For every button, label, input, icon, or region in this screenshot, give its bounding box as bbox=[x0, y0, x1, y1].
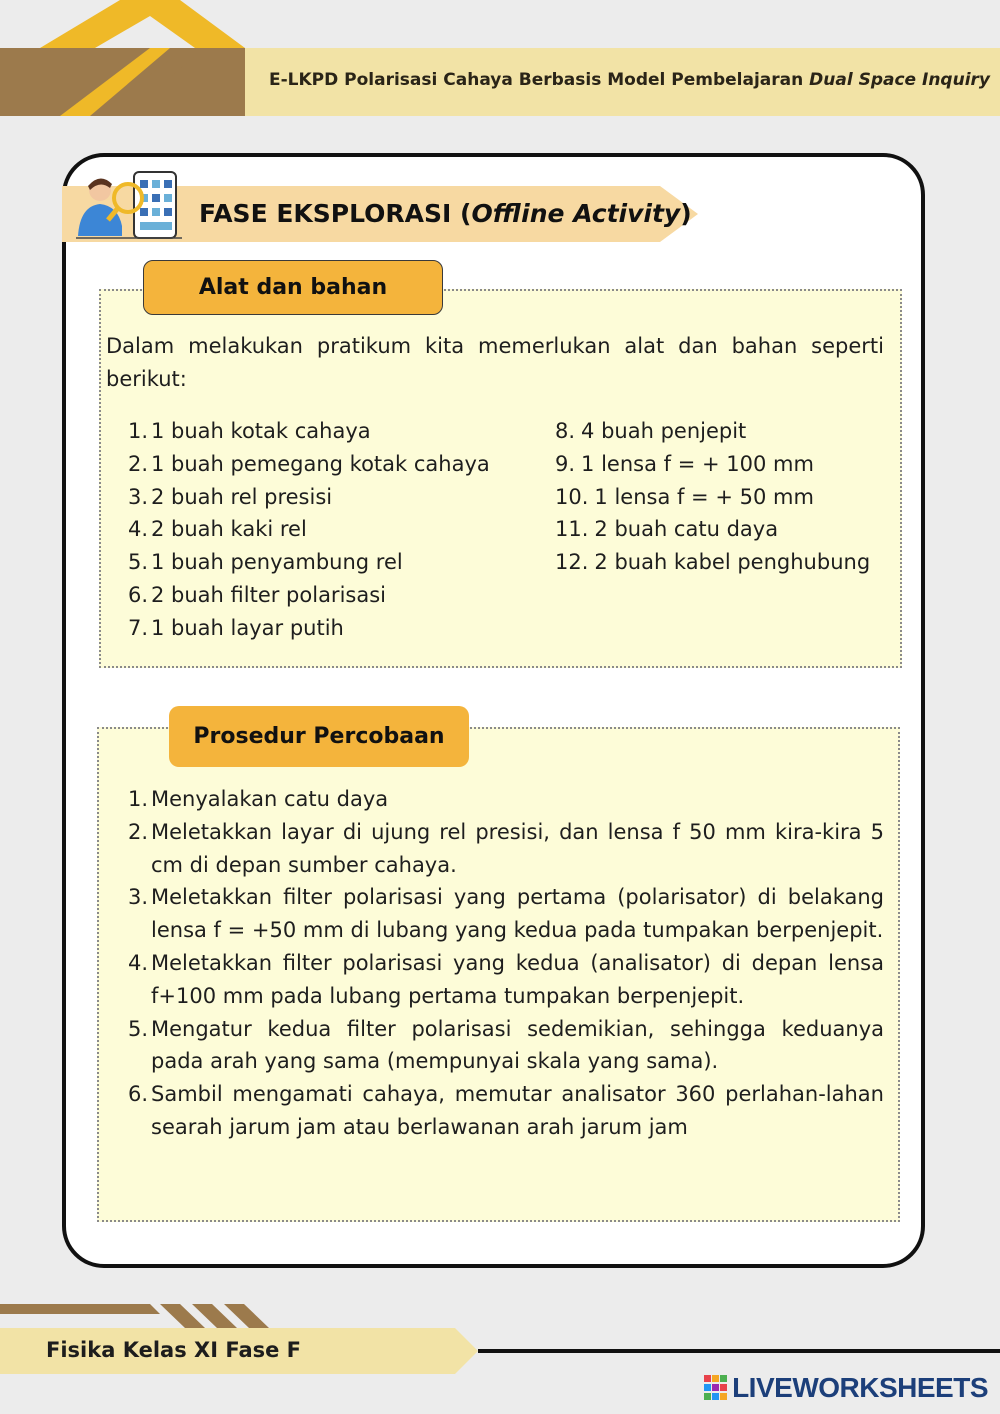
liveworksheets-logo[interactable] bbox=[704, 1372, 988, 1404]
procedure-step: 1. Menyalakan catu daya bbox=[128, 787, 389, 811]
header-decoration bbox=[0, 0, 260, 120]
procedure-step: 6. Sambil mengamati cahaya, memutar analisator 360 perlahan-lahan searah jarum jam atau berlawanan arah jarum jam bbox=[128, 1082, 884, 1139]
footer-decoration bbox=[0, 1300, 300, 1330]
materials-list-right bbox=[555, 415, 900, 579]
materials-heading: Alat dan bahan bbox=[143, 260, 443, 315]
materials-list-left bbox=[128, 415, 548, 645]
list-item: 5. 1 buah penyambung rel bbox=[128, 550, 403, 575]
footer-divider bbox=[478, 1349, 1000, 1353]
procedure-step: 5. Mengatur kedua filter polarisasi sedemikian, sehingga keduanya pada arah yang sama (mempunyai skala yang sama). bbox=[128, 1016, 884, 1074]
list-item: 10. 1 lensa f = + 50 mm bbox=[555, 484, 814, 509]
phase-title: FASE EKSPLORASI (Offline Activity) bbox=[199, 199, 692, 228]
procedure-list bbox=[128, 783, 884, 1144]
list-item: 6. 2 buah filter polarisasi bbox=[128, 582, 386, 607]
list-item: 12. 2 buah kabel penghubung bbox=[555, 550, 871, 575]
footer-label: Fisika Kelas XI Fase F bbox=[46, 1338, 302, 1362]
list-item: 1. 1 buah kotak cahaya bbox=[128, 419, 371, 443]
materials-intro: Dalam melakukan pratikum kita memerlukan alat dan bahan seperti berikut: bbox=[106, 334, 884, 391]
list-item: 3. 2 buah rel presisi bbox=[128, 484, 333, 509]
procedure-step: 4. Meletakkan filter polarisasi yang kedua (analisator) di depan lensa f+100 mm pada lubang pertama tumpakan berpenjepit. bbox=[128, 950, 884, 1008]
procedure-heading: Prosedur Percobaan bbox=[169, 706, 469, 767]
procedure-step: 2. Meletakkan layar di ujung rel presisi, dan lensa f 50 mm kira-kira 5 cm di depan sumber cahaya. bbox=[128, 819, 884, 877]
list-item: 4. 2 buah kaki rel bbox=[128, 517, 307, 542]
list-item: 2. 1 buah pemegang kotak cahaya bbox=[128, 451, 490, 476]
list-item: 9. 1 lensa f = + 100 mm bbox=[555, 451, 814, 476]
list-item: 11. 2 buah catu daya bbox=[555, 517, 779, 542]
procedure-step: 3. Meletakkan filter polarisasi yang pertama (polarisator) di belakang lensa f = +50 mm di lubang yang kedua pada tumpakan berpenjepit. bbox=[128, 885, 884, 943]
list-item: 8. 4 buah penjepit bbox=[555, 419, 747, 443]
magnifier-person-illustration bbox=[76, 170, 184, 240]
liveworksheets-brand: LIVEWORKSHEETS bbox=[732, 1372, 988, 1403]
list-item: 7. 1 buah layar putih bbox=[128, 615, 344, 640]
liveworksheets-grid-icon bbox=[704, 1375, 728, 1401]
document-header-title: E-LKPD Polarisasi Cahaya Berbasis Model Pembelajaran Dual Space Inquiry bbox=[269, 70, 990, 90]
